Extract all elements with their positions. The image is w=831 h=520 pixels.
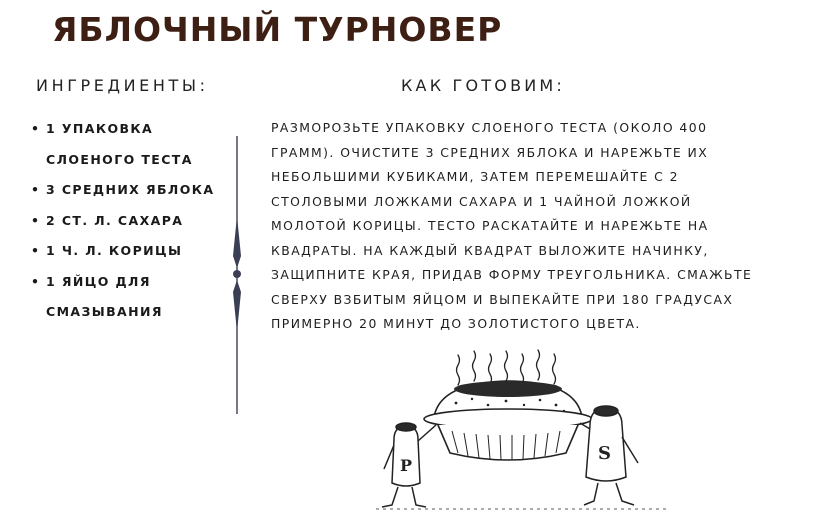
list-item — [30, 114, 230, 175]
ingredient-label: 2 СТ. Л. САХАРА — [46, 212, 184, 228]
page-title: ЯБЛОЧНЫЙ ТУРНОВЕР — [52, 10, 503, 49]
salt-letter: S — [598, 443, 611, 464]
ingredient-label: 1 Ч. Л. КОРИЦЫ — [46, 243, 183, 258]
ingredient-label: 1 ЯЙЦО ДЛЯ СМАЗЫВАНИЯ — [46, 273, 163, 319]
pepper-letter: P — [400, 456, 413, 475]
list-item — [30, 175, 230, 206]
pie-with-salt-pepper-shakers-icon — [376, 345, 666, 515]
ingredient-label: 3 СРЕДНИХ ЯБЛОКА — [46, 182, 215, 197]
ingredient-label: 1 УПАКОВКА СЛОЕНОГО ТЕСТА — [46, 121, 193, 167]
ingredients-list — [30, 114, 230, 328]
list-item — [30, 267, 230, 328]
ornamental-divider — [229, 136, 245, 414]
list-item — [30, 236, 230, 267]
method-text: РАЗМОРОЗЬТЕ УПАКОВКУ СЛОЕНОГО ТЕСТА (ОКОЛО 400 ГРАММ). ОЧИСТИТЕ 3 СРЕДНИХ ЯБЛОКА И НАРЕЖЬТЕ ИХ НЕБОЛЬШИМИ КУБИКАМИ, ЗАТЕМ ПЕРЕМЕШАЙТЕ С 2 СТОЛОВЫМИ ЛОЖКАМИ САХАРА И 1 ЧАЙНОЙ ЛОЖКОЙ МОЛОТОЙ КОРИЦЫ. ТЕСТО РАСКАТАЙТЕ И НАРЕЖЬТЕ НА КВАДРАТЫ. НА КАЖДЫЙ КВАДРАТ ВЫЛОЖИТЕ НАЧИНКУ, ЗАЩИПНИТЕ КРАЯ, ПРИДАВ ФОРМУ ТРЕУГОЛЬНИКА. СМАЖЬТЕ СВЕРХУ ВЗБИТЫМ ЯЙЦОМ И ВЫПЕКАЙТЕ ПРИ 180 ГРАДУСАХ ПРИМЕРНО 20 МИНУТ ДО ЗОЛОТИСТОГО ЦВЕТА. — [271, 120, 753, 331]
list-item — [30, 206, 230, 237]
method-heading: КАК ГОТОВИМ: — [401, 76, 566, 95]
ingredients-heading: ИНГРЕДИЕНТЫ: — [36, 76, 209, 95]
